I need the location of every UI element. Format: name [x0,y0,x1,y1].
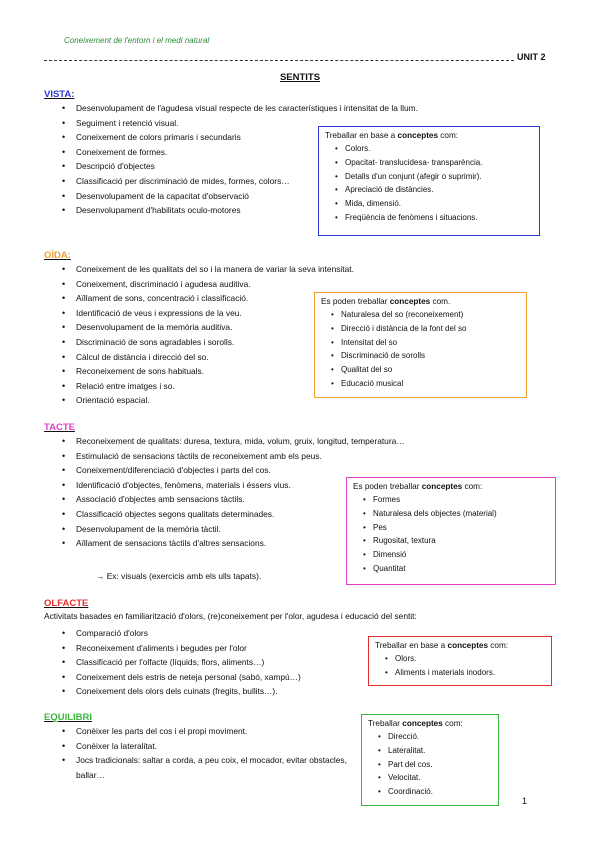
list-item: • Coneixement dels olors dels cuinats (fregits, bullits…). [62,684,382,699]
olfacte-intro: Activitats basades en familiarització d'olors, (re)coneixement per l'olor, agudesa i educació del sentit: [44,611,417,621]
concept-item: • Opacitat- translucidesa- transparència. [345,156,533,170]
tacte-box-list [353,493,549,576]
page-number: 1 [522,796,528,806]
olfacte-list [62,626,382,699]
list-item: • Desenvolupament de la memòria auditiva. [62,320,502,335]
list-item: • Estimulació de sensacions tàctils de reconeixement amb els peus. [62,449,532,464]
equilibri-box-bold: conceptes [402,719,443,728]
oida-box-tail: com. [430,297,451,306]
concept-item: • Olors. [395,652,545,666]
list-item: • Desenvolupament de la memòria tàctil. [62,522,532,537]
list-item: • Coneixement/diferenciació d'objectes i parts del cos. [62,463,532,478]
concept-item: • Lateralitat. [388,744,492,758]
list-item: • Coneixement de formes. [62,145,522,160]
concept-item: • Direcció i distància de la font del so [341,322,520,336]
oida-box-list [321,308,520,391]
list-item: • Jocs tradicionals: saltar a corda, a peu coix, el mocador, evitar obstacles, ballar… [62,753,352,782]
document-subject: Coneixement de l'entorn i el medi natural [64,36,210,45]
list-item: • Classificació per l'olfacte (líquids, flors, aliments…) [62,655,382,670]
list-item: • Orientació espacial. [62,393,502,408]
list-item: • Coneixement dels estris de neteja personal (sabó, xampú…) [62,670,382,685]
tacte-concepts-box [346,477,556,585]
olfacte-box-tail: com: [488,641,509,650]
list-item: • Conèixer la lateralitat. [62,739,352,754]
concept-item: • Pes [373,521,549,535]
concept-item: • Qualitat del so [341,363,520,377]
concept-item: • Discriminació de sorolls [341,349,520,363]
equilibri-box-heading [368,719,492,728]
vista-box-heading [325,131,533,140]
vista-heading-text: VISTA [44,89,72,100]
olfacte-box-bold: conceptes [447,641,489,650]
list-item: • Reconeixement de qualitats: duresa, textura, mida, volum, gruix, longitud, temperatura… [62,434,532,449]
concept-item: • Rugositat, textura [373,534,549,548]
list-item: • Descripció d'objectes [62,159,522,174]
tacte-box-heading [353,482,549,491]
list-item: • Associació d'objectes amb sensacions tàctils. [62,492,532,507]
list-item: • Desenvolupament de la capacitat d'observació [62,189,522,204]
concept-item: • Coordinació. [388,785,492,799]
list-item: • Desenvolupament de l'agudesa visual respecte de les característiques i intensitat de la llum. [62,101,522,116]
list-item: • Coneixement de les qualitats del so i la manera de variar la seva intensitat. [62,262,502,277]
vista-concepts-box [318,126,540,236]
concept-item: • Part del cos. [388,758,492,772]
list-item: • Aïllament de sensacions tàctils d'altres sensacions. [62,536,532,551]
concept-item: • Freqüència de fenòmens i situacions. [345,211,533,225]
equilibri-box-list [368,730,492,799]
unit-label: UNIT 2 [517,52,546,62]
list-item: • Coneixement de colors primaris i secundaris [62,130,522,145]
concept-item: • Naturalesa dels objectes (material) [373,507,549,521]
vista-box-tail: com: [438,131,459,140]
olfacte-box-lead: Treballar en base a [375,641,448,650]
concept-item: • Direcció. [388,730,492,744]
vista-box-list [325,142,533,225]
concept-item: • Naturalesa del so (reconeixement) [341,308,520,322]
oida-box-heading [321,297,520,306]
concept-item: • Apreciació de distàncies. [345,183,533,197]
list-item: • Classificació objectes segons qualitats determinades. [62,507,532,522]
list-item: • Reconeixement de sons habituals. [62,364,502,379]
concept-item: • Quantitat [373,562,549,576]
concept-item: • Velocitat. [388,771,492,785]
olfacte-box-list [375,652,545,680]
vista-box-lead: Treballar en base a [325,131,398,140]
concept-item: • Dimensió [373,548,549,562]
list-item: • Reconeixement d'aliments i begudes per l'olor [62,641,382,656]
list-item: • Càlcul de distància i direcció del so. [62,350,502,365]
list-item: • Comparació d'olors [62,626,382,641]
vista-heading-colon: : [71,89,75,100]
oida-heading-colon: : [67,250,71,261]
concept-item: • Educació musical [341,377,520,391]
tacte-box-lead: Es poden treballar [353,482,422,491]
tacte-box-bold: conceptes [421,482,463,491]
oida-heading-text: OÏDA [44,250,68,261]
concept-item: • Formes [373,493,549,507]
list-item: • Classificació per discriminació de mides, formes, colors… [62,174,522,189]
concept-item: • Aliments i materials inodors. [395,666,545,680]
olfacte-box-heading [375,641,545,650]
oida-concepts-box [314,292,527,398]
list-item: • Seguiment i retenció visual. [62,116,522,131]
equilibri-list [62,724,352,782]
tacte-box-tail: com: [462,482,483,491]
section-heading-equilibri [44,712,92,723]
oida-box-bold: conceptes [389,297,431,306]
list-item: • Aïllament de sons, concentració i classificació. [62,291,502,306]
section-heading-vista [44,89,74,100]
tacte-note: → Ex: visuals (exercicis amb els ulls tapats). [96,571,262,581]
oida-box-lead: Es poden treballar [321,297,390,306]
list-item: • Discriminació de sons agradables i sorolls. [62,335,502,350]
section-heading-oida [44,250,71,261]
tacte-heading-text: TACTE [44,422,75,433]
section-heading-tacte [44,422,75,433]
vista-box-bold: conceptes [397,131,439,140]
header-divider [44,52,514,61]
section-heading-olfacte [44,598,88,609]
concept-item: • Intensitat del so [341,336,520,350]
equilibri-heading-text: EQUILIBRI [44,712,93,723]
equilibri-box-lead: Treballar [368,719,403,728]
olfacte-concepts-box [368,636,552,686]
list-item: • Identificació d'objectes, fenòmens, materials i éssers vius. [62,478,532,493]
equilibri-concepts-box [361,714,499,806]
equilibri-box-tail: com: [442,719,463,728]
list-item: • Coneixement, discriminació i agudesa auditiva. [62,277,502,292]
list-item: • Conèixer les parts del cos i el propi moviment. [62,724,352,739]
list-item: • Desenvolupament d'habilitats oculo-motores [62,203,522,218]
olfacte-heading-text: OLFACTE [44,598,89,609]
page-title: SENTITS [279,72,321,83]
concept-item: • Detalls d'un conjunt (afegir o suprimir). [345,170,533,184]
list-item: • Identificació de veus i expressions de la veu. [62,306,502,321]
concept-item: • Colors. [345,142,533,156]
list-item: • Relació entre imatges i so. [62,379,502,394]
concept-item: • Mida, dimensió. [345,197,533,211]
